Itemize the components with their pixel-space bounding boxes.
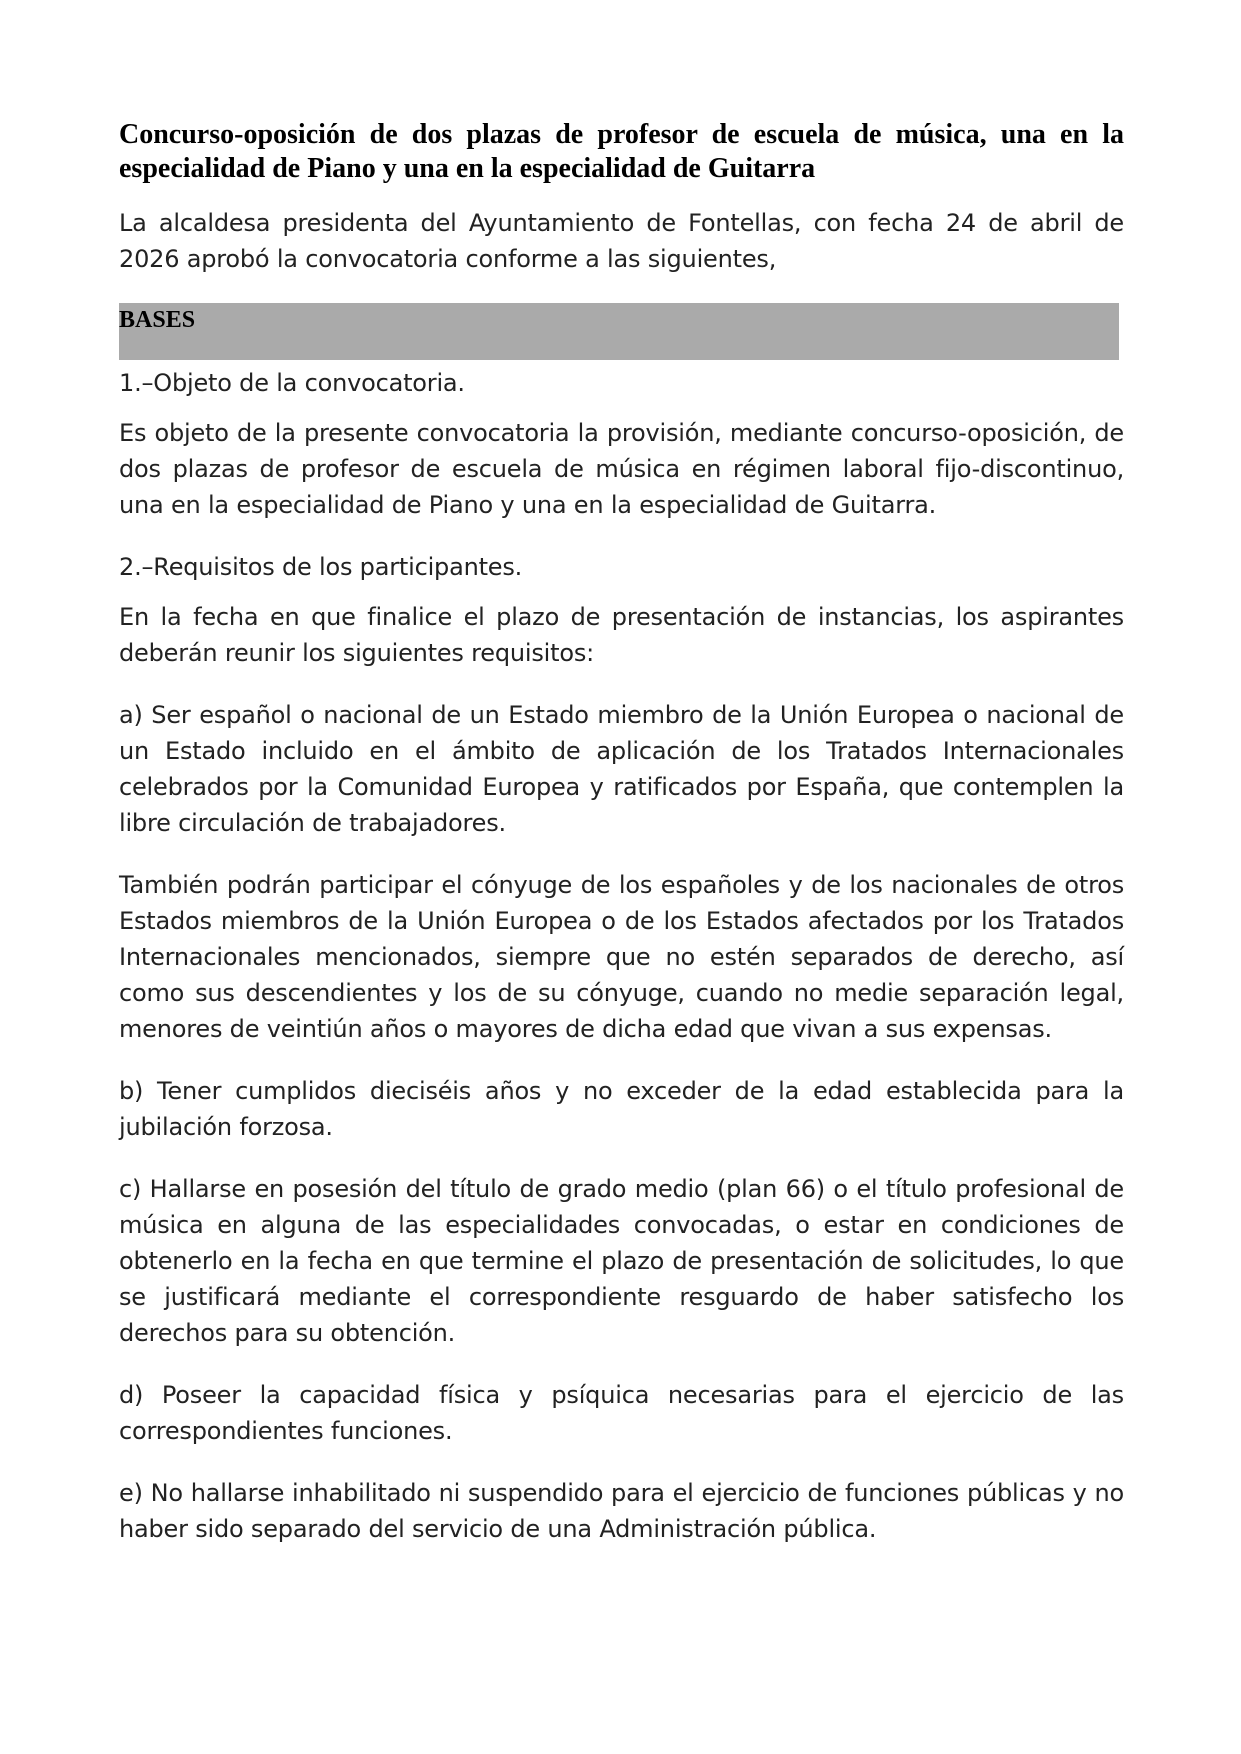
section-1-heading: 1.–Objeto de la convocatoria. xyxy=(119,369,465,397)
section-2-intro: En la fecha en que finalice el plazo de presentación de instancias, los aspirantes deberán reunir los siguientes requisitos: xyxy=(119,603,1124,667)
requirement-e: e) No hallarse inhabilitado ni suspendido para el ejercicio de funciones públicas y no haber sido separado del servicio de una Administración pública. xyxy=(119,1479,1124,1543)
document-title: Concurso-oposición de dos plazas de profesor de escuela de música, una en la especialidad de Piano y una en la especialidad de Guitarra xyxy=(119,119,1124,184)
requirement-b: b) Tener cumplidos dieciséis años y no exceder de la edad establecida para la jubilación forzosa. xyxy=(119,1077,1124,1141)
requirement-c: c) Hallarse en posesión del título de grado medio (plan 66) o el título profesional de música en alguna de las especialidades convocadas, o estar en condiciones de obtenerlo en la fecha en que termine el plazo de presentación de solicitudes, lo que se justificará mediante el correspondiente resguardo de haber satisfecho los derechos para su obtención. xyxy=(119,1175,1124,1347)
requirement-a-extension: También podrán participar el cónyuge de los españoles y de los nacionales de otros Estados miembros de la Unión Europea o de los Estados afectados por los Tratados Internacionales mencionados, siempre que no estén separados de derecho, así como sus descendientes y los de su cónyuge, cuando no medie separación legal, menores de veintiún años o mayores de dicha edad que vivan a sus expensas. xyxy=(119,871,1124,1043)
document-body xyxy=(119,118,1124,1573)
section-1-body: Es objeto de la presente convocatoria la provisión, mediante concurso-oposición, de dos plazas de profesor de escuela de música en régimen laboral fijo-discontinuo, una en la especialidad de Piano y una en la especialidad de Guitarra. xyxy=(119,419,1124,519)
bases-label: BASES xyxy=(119,307,196,333)
requirement-d: d) Poseer la capacidad física y psíquica necesarias para el ejercicio de las correspondientes funciones. xyxy=(119,1381,1124,1445)
intro-paragraph: La alcaldesa presidenta del Ayuntamiento de Fontellas, con fecha 24 de abril de 2026 aprobó la convocatoria conforme a las siguientes, xyxy=(119,209,1124,273)
section-2-heading: 2.–Requisitos de los participantes. xyxy=(119,553,523,581)
requirement-a: a) Ser español o nacional de un Estado miembro de la Unión Europea o nacional de un Estado incluido en el ámbito de aplicación de los Tratados Internacionales celebrados por la Comunidad Europea y ratificados por España, que contemplen la libre circulación de trabajadores. xyxy=(119,701,1124,837)
bases-header-bar xyxy=(119,303,1119,360)
